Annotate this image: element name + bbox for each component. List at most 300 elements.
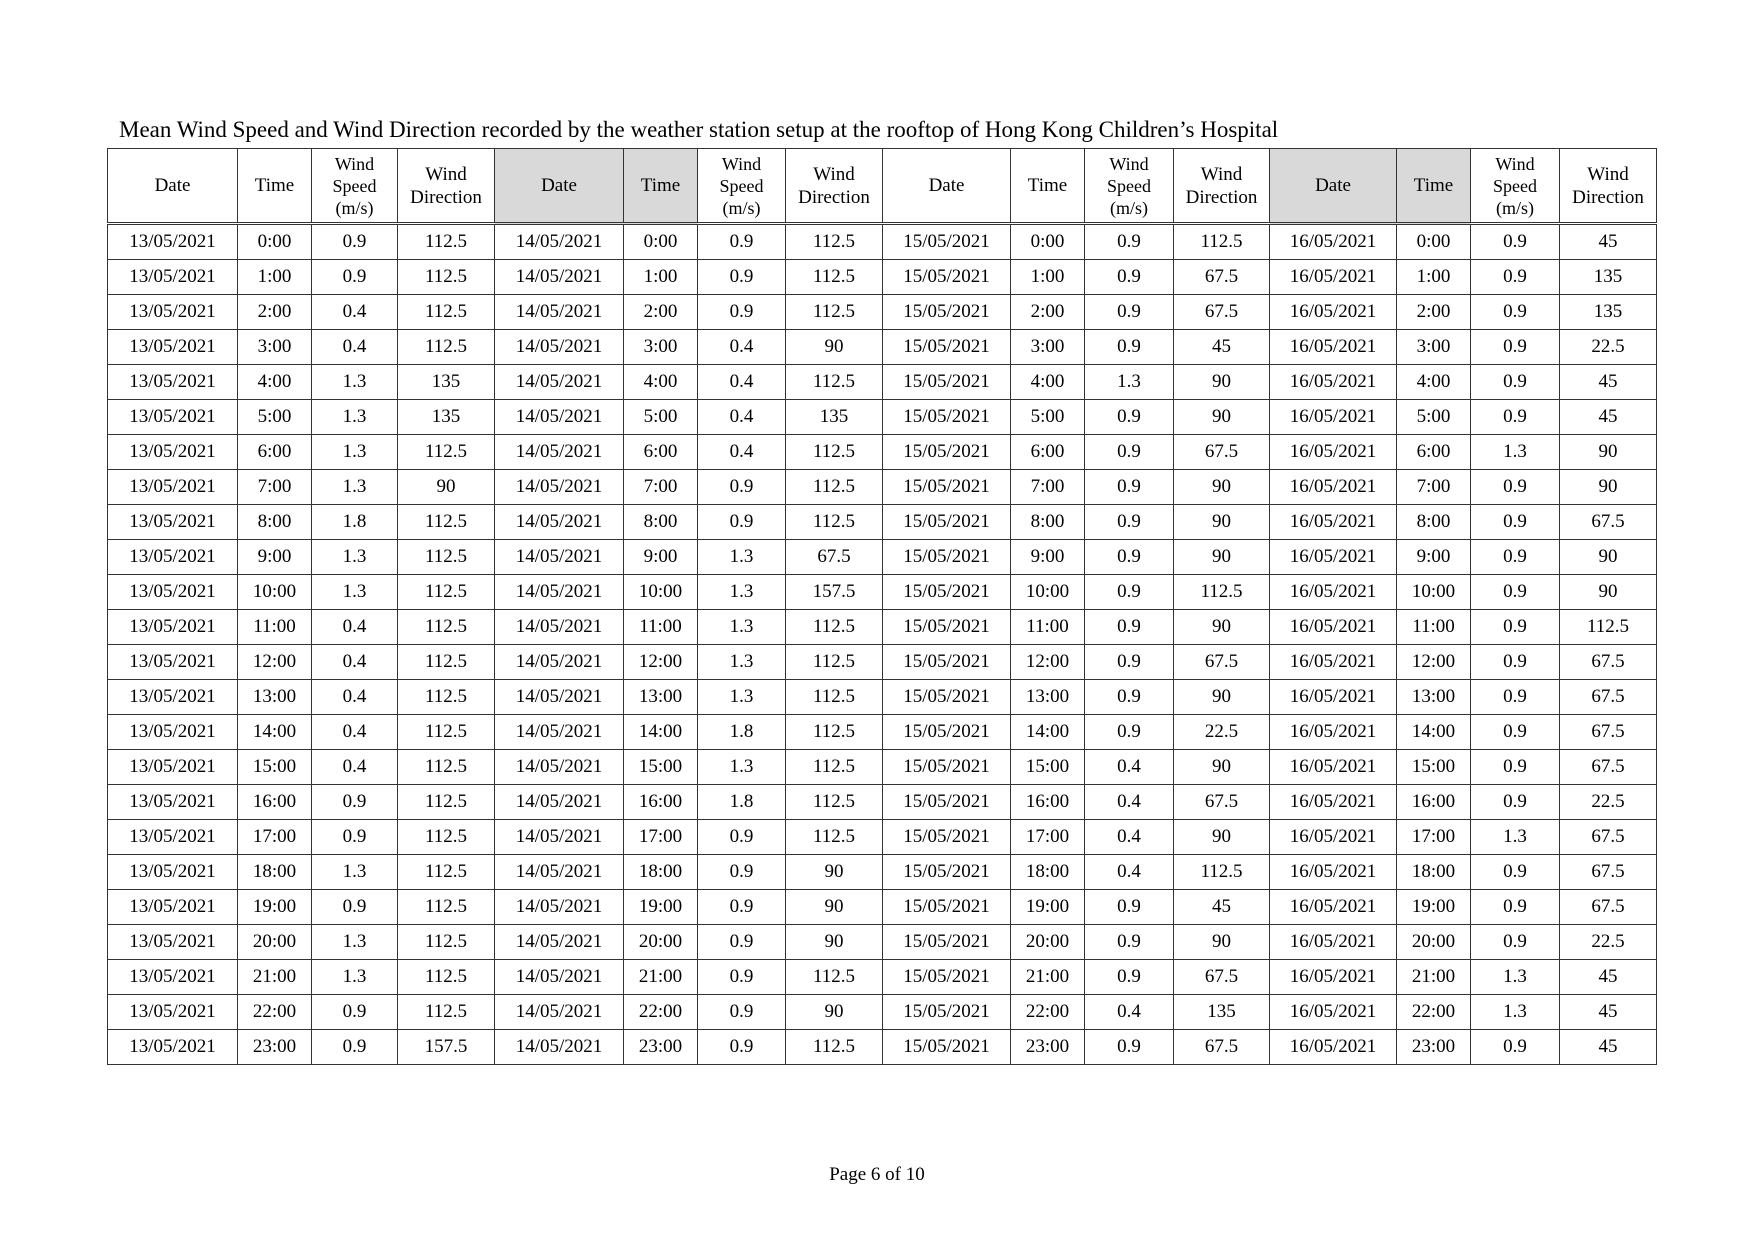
wind-direction-cell: 112.5 xyxy=(398,224,495,260)
wind-speed-cell: 0.9 xyxy=(312,995,398,1030)
wind-direction-cell: 67.5 xyxy=(1174,785,1270,820)
wind-direction-cell: 112.5 xyxy=(398,260,495,295)
time-cell: 21:00 xyxy=(1011,960,1085,995)
wind-speed-cell: 0.9 xyxy=(1085,435,1174,470)
date-cell: 15/05/2021 xyxy=(883,820,1011,855)
date-cell: 15/05/2021 xyxy=(883,1030,1011,1065)
header-time xyxy=(624,149,698,224)
time-cell: 19:00 xyxy=(624,890,698,925)
wind-direction-cell: 45 xyxy=(1174,890,1270,925)
wind-direction-cell: 90 xyxy=(1174,365,1270,400)
date-cell: 14/05/2021 xyxy=(495,575,624,610)
wind-direction-cell: 90 xyxy=(786,925,883,960)
table-row xyxy=(108,995,1657,1030)
time-cell: 19:00 xyxy=(1397,890,1471,925)
wind-speed-cell: 1.3 xyxy=(698,645,786,680)
wind-speed-cell: 0.9 xyxy=(698,224,786,260)
table-row xyxy=(108,365,1657,400)
header-label: Direction xyxy=(410,186,482,208)
time-cell: 18:00 xyxy=(1397,855,1471,890)
wind-speed-cell: 1.3 xyxy=(312,435,398,470)
wind-direction-cell: 90 xyxy=(398,470,495,505)
time-cell: 12:00 xyxy=(238,645,312,680)
wind-direction-cell: 90 xyxy=(1174,925,1270,960)
date-cell: 16/05/2021 xyxy=(1270,575,1397,610)
time-cell: 16:00 xyxy=(1011,785,1085,820)
time-cell: 22:00 xyxy=(1011,995,1085,1030)
date-cell: 16/05/2021 xyxy=(1270,435,1397,470)
date-cell: 15/05/2021 xyxy=(883,224,1011,260)
time-cell: 3:00 xyxy=(1011,330,1085,365)
date-cell: 15/05/2021 xyxy=(883,470,1011,505)
header-time xyxy=(1011,149,1085,224)
wind-speed-cell: 0.4 xyxy=(1085,785,1174,820)
header-label: Wind xyxy=(1495,153,1535,174)
time-cell: 7:00 xyxy=(1011,470,1085,505)
wind-direction-cell: 90 xyxy=(1174,540,1270,575)
time-cell: 1:00 xyxy=(624,260,698,295)
wind-direction-cell: 22.5 xyxy=(1560,925,1657,960)
time-cell: 13:00 xyxy=(624,680,698,715)
wind-direction-cell: 112.5 xyxy=(1174,855,1270,890)
time-cell: 13:00 xyxy=(238,680,312,715)
time-cell: 9:00 xyxy=(624,540,698,575)
time-cell: 17:00 xyxy=(624,820,698,855)
time-cell: 3:00 xyxy=(238,330,312,365)
wind-speed-cell: 0.9 xyxy=(1085,890,1174,925)
wind-speed-cell: 0.4 xyxy=(698,435,786,470)
wind-direction-cell: 112.5 xyxy=(786,715,883,750)
time-cell: 5:00 xyxy=(1011,400,1085,435)
date-cell: 16/05/2021 xyxy=(1270,925,1397,960)
date-cell: 14/05/2021 xyxy=(495,820,624,855)
time-cell: 2:00 xyxy=(1011,295,1085,330)
wind-speed-cell: 1.3 xyxy=(312,575,398,610)
date-cell: 13/05/2021 xyxy=(108,750,238,785)
table-row xyxy=(108,295,1657,330)
date-cell: 13/05/2021 xyxy=(108,330,238,365)
date-cell: 14/05/2021 xyxy=(495,330,624,365)
date-cell: 14/05/2021 xyxy=(495,224,624,260)
table-row xyxy=(108,540,1657,575)
date-cell: 14/05/2021 xyxy=(495,995,624,1030)
date-cell: 15/05/2021 xyxy=(883,435,1011,470)
header-wind-speed xyxy=(312,149,398,224)
wind-direction-cell: 67.5 xyxy=(1560,820,1657,855)
date-cell: 16/05/2021 xyxy=(1270,295,1397,330)
wind-direction-cell: 112.5 xyxy=(398,680,495,715)
header-label: Speed xyxy=(332,175,377,196)
time-cell: 10:00 xyxy=(238,575,312,610)
date-cell: 14/05/2021 xyxy=(495,925,624,960)
header-wind-speed xyxy=(1471,149,1560,224)
date-cell: 15/05/2021 xyxy=(883,680,1011,715)
wind-speed-cell: 0.4 xyxy=(1085,995,1174,1030)
date-cell: 13/05/2021 xyxy=(108,785,238,820)
date-cell: 13/05/2021 xyxy=(108,890,238,925)
time-cell: 16:00 xyxy=(1397,785,1471,820)
time-cell: 11:00 xyxy=(1011,610,1085,645)
wind-direction-cell: 112.5 xyxy=(398,435,495,470)
wind-speed-cell: 1.3 xyxy=(312,925,398,960)
date-cell: 13/05/2021 xyxy=(108,645,238,680)
time-cell: 5:00 xyxy=(1397,400,1471,435)
header-label: Wind xyxy=(721,153,762,174)
time-cell: 17:00 xyxy=(238,820,312,855)
table-row xyxy=(108,1030,1657,1065)
time-cell: 21:00 xyxy=(624,960,698,995)
header-label: Date xyxy=(1315,175,1351,196)
date-cell: 15/05/2021 xyxy=(883,365,1011,400)
wind-direction-cell: 90 xyxy=(1174,820,1270,855)
wind-direction-cell: 135 xyxy=(398,400,495,435)
table-row xyxy=(108,400,1657,435)
time-cell: 20:00 xyxy=(238,925,312,960)
date-cell: 14/05/2021 xyxy=(495,365,624,400)
wind-speed-cell: 0.9 xyxy=(1085,540,1174,575)
wind-speed-cell: 0.9 xyxy=(698,960,786,995)
time-cell: 12:00 xyxy=(1011,645,1085,680)
time-cell: 0:00 xyxy=(1397,224,1471,260)
wind-direction-cell: 90 xyxy=(1174,470,1270,505)
time-cell: 21:00 xyxy=(1397,960,1471,995)
date-cell: 15/05/2021 xyxy=(883,855,1011,890)
wind-speed-cell: 0.9 xyxy=(1085,925,1174,960)
time-cell: 2:00 xyxy=(1397,295,1471,330)
wind-speed-cell: 1.3 xyxy=(312,400,398,435)
time-cell: 17:00 xyxy=(1397,820,1471,855)
wind-direction-cell: 112.5 xyxy=(398,540,495,575)
time-cell: 16:00 xyxy=(624,785,698,820)
wind-speed-cell: 0.9 xyxy=(1471,540,1560,575)
wind-speed-cell: 1.3 xyxy=(1471,435,1560,470)
wind-speed-cell: 1.3 xyxy=(1085,365,1174,400)
wind-direction-cell: 45 xyxy=(1560,224,1657,260)
wind-speed-cell: 0.9 xyxy=(312,890,398,925)
date-cell: 15/05/2021 xyxy=(883,400,1011,435)
time-cell: 14:00 xyxy=(624,715,698,750)
wind-direction-cell: 135 xyxy=(398,365,495,400)
date-cell: 14/05/2021 xyxy=(495,540,624,575)
wind-direction-cell: 67.5 xyxy=(1174,295,1270,330)
wind-direction-cell: 90 xyxy=(786,855,883,890)
time-cell: 19:00 xyxy=(238,890,312,925)
time-cell: 13:00 xyxy=(1011,680,1085,715)
wind-speed-cell: 0.9 xyxy=(1085,575,1174,610)
wind-direction-cell: 112.5 xyxy=(398,855,495,890)
wind-direction-cell: 135 xyxy=(1174,995,1270,1030)
time-cell: 1:00 xyxy=(1397,260,1471,295)
wind-speed-cell: 1.3 xyxy=(1471,995,1560,1030)
wind-speed-cell: 1.3 xyxy=(312,470,398,505)
wind-speed-cell: 0.9 xyxy=(1471,680,1560,715)
header-label: Date xyxy=(154,175,191,196)
header-label: Speed xyxy=(1493,175,1537,196)
date-cell: 16/05/2021 xyxy=(1270,540,1397,575)
wind-direction-cell: 112.5 xyxy=(786,365,883,400)
time-cell: 15:00 xyxy=(624,750,698,785)
date-cell: 13/05/2021 xyxy=(108,435,238,470)
date-cell: 13/05/2021 xyxy=(108,680,238,715)
wind-speed-cell: 1.3 xyxy=(698,680,786,715)
date-cell: 13/05/2021 xyxy=(108,540,238,575)
table-row xyxy=(108,750,1657,785)
wind-speed-cell: 0.9 xyxy=(1471,715,1560,750)
wind-direction-cell: 90 xyxy=(786,995,883,1030)
header-label: (m/s) xyxy=(722,197,761,218)
wind-speed-cell: 0.9 xyxy=(1085,680,1174,715)
wind-speed-cell: 0.9 xyxy=(698,470,786,505)
time-cell: 8:00 xyxy=(238,505,312,540)
date-cell: 13/05/2021 xyxy=(108,610,238,645)
wind-direction-cell: 67.5 xyxy=(1560,750,1657,785)
date-cell: 16/05/2021 xyxy=(1270,785,1397,820)
table-row xyxy=(108,890,1657,925)
time-cell: 22:00 xyxy=(238,995,312,1030)
time-cell: 9:00 xyxy=(1011,540,1085,575)
time-cell: 14:00 xyxy=(1011,715,1085,750)
table-row xyxy=(108,505,1657,540)
wind-direction-cell: 45 xyxy=(1560,400,1657,435)
header-label: (m/s) xyxy=(1110,197,1148,218)
time-cell: 6:00 xyxy=(1397,435,1471,470)
wind-speed-cell: 0.9 xyxy=(312,260,398,295)
time-cell: 13:00 xyxy=(1397,680,1471,715)
wind-direction-cell: 90 xyxy=(1560,435,1657,470)
time-cell: 6:00 xyxy=(1011,435,1085,470)
wind-speed-cell: 0.9 xyxy=(1471,505,1560,540)
date-cell: 13/05/2021 xyxy=(108,470,238,505)
wind-speed-cell: 0.9 xyxy=(1471,400,1560,435)
table-row xyxy=(108,855,1657,890)
date-cell: 16/05/2021 xyxy=(1270,610,1397,645)
wind-speed-cell: 1.3 xyxy=(312,960,398,995)
wind-speed-cell: 0.4 xyxy=(312,330,398,365)
wind-direction-cell: 90 xyxy=(786,890,883,925)
wind-speed-cell: 0.4 xyxy=(698,365,786,400)
wind-speed-cell: 0.9 xyxy=(698,260,786,295)
date-cell: 14/05/2021 xyxy=(495,855,624,890)
header-label: Date xyxy=(541,175,577,196)
time-cell: 20:00 xyxy=(624,925,698,960)
wind-direction-cell: 112.5 xyxy=(398,505,495,540)
wind-direction-cell: 112.5 xyxy=(398,960,495,995)
date-cell: 15/05/2021 xyxy=(883,505,1011,540)
time-cell: 0:00 xyxy=(238,224,312,260)
time-cell: 1:00 xyxy=(238,260,312,295)
time-cell: 6:00 xyxy=(238,435,312,470)
wind-speed-cell: 0.9 xyxy=(1471,470,1560,505)
wind-direction-cell: 67.5 xyxy=(1560,505,1657,540)
date-cell: 16/05/2021 xyxy=(1270,1030,1397,1065)
date-cell: 14/05/2021 xyxy=(495,715,624,750)
wind-speed-cell: 1.3 xyxy=(312,365,398,400)
time-cell: 5:00 xyxy=(624,400,698,435)
wind-direction-cell: 90 xyxy=(1560,470,1657,505)
wind-direction-cell: 112.5 xyxy=(1560,610,1657,645)
time-cell: 6:00 xyxy=(624,435,698,470)
table-body xyxy=(108,224,1657,1065)
date-cell: 15/05/2021 xyxy=(883,785,1011,820)
header-label: Direction xyxy=(798,186,870,208)
date-cell: 14/05/2021 xyxy=(495,470,624,505)
time-cell: 7:00 xyxy=(238,470,312,505)
time-cell: 10:00 xyxy=(1011,575,1085,610)
wind-speed-cell: 0.9 xyxy=(1471,365,1560,400)
table-row xyxy=(108,715,1657,750)
wind-speed-cell: 0.9 xyxy=(1471,785,1560,820)
wind-speed-cell: 1.8 xyxy=(698,715,786,750)
header-label: Speed xyxy=(719,175,764,196)
wind-speed-cell: 0.9 xyxy=(1085,715,1174,750)
time-cell: 2:00 xyxy=(624,295,698,330)
date-cell: 15/05/2021 xyxy=(883,295,1011,330)
wind-speed-cell: 0.9 xyxy=(1085,260,1174,295)
table-row xyxy=(108,645,1657,680)
date-cell: 14/05/2021 xyxy=(495,260,624,295)
wind-speed-cell: 0.9 xyxy=(1471,855,1560,890)
header-label: Wind xyxy=(1587,163,1629,185)
wind-speed-cell: 0.9 xyxy=(1471,610,1560,645)
header-row xyxy=(108,149,1657,224)
wind-speed-cell: 0.9 xyxy=(1471,750,1560,785)
date-cell: 15/05/2021 xyxy=(883,960,1011,995)
wind-direction-cell: 135 xyxy=(1560,260,1657,295)
table-row xyxy=(108,960,1657,995)
date-cell: 14/05/2021 xyxy=(495,750,624,785)
time-cell: 23:00 xyxy=(238,1030,312,1065)
wind-direction-cell: 112.5 xyxy=(786,680,883,715)
date-cell: 13/05/2021 xyxy=(108,820,238,855)
time-cell: 9:00 xyxy=(1397,540,1471,575)
date-cell: 14/05/2021 xyxy=(495,645,624,680)
date-cell: 16/05/2021 xyxy=(1270,260,1397,295)
date-cell: 14/05/2021 xyxy=(495,785,624,820)
wind-speed-cell: 0.9 xyxy=(1471,224,1560,260)
time-cell: 2:00 xyxy=(238,295,312,330)
wind-direction-cell: 112.5 xyxy=(786,750,883,785)
wind-speed-cell: 0.4 xyxy=(312,295,398,330)
wind-direction-cell: 112.5 xyxy=(398,715,495,750)
wind-direction-cell: 112.5 xyxy=(786,785,883,820)
wind-speed-cell: 0.4 xyxy=(1085,750,1174,785)
wind-speed-cell: 0.9 xyxy=(698,295,786,330)
wind-speed-cell: 0.9 xyxy=(1471,260,1560,295)
date-cell: 15/05/2021 xyxy=(883,575,1011,610)
time-cell: 4:00 xyxy=(1011,365,1085,400)
time-cell: 20:00 xyxy=(1011,925,1085,960)
wind-speed-cell: 0.9 xyxy=(1085,330,1174,365)
table-row xyxy=(108,785,1657,820)
header-date xyxy=(883,149,1011,224)
wind-speed-cell: 1.3 xyxy=(312,540,398,575)
time-cell: 11:00 xyxy=(624,610,698,645)
header-label: (m/s) xyxy=(1496,197,1534,218)
time-cell: 18:00 xyxy=(1011,855,1085,890)
wind-direction-cell: 90 xyxy=(1174,505,1270,540)
date-cell: 14/05/2021 xyxy=(495,435,624,470)
wind-direction-cell: 112.5 xyxy=(786,470,883,505)
wind-direction-cell: 112.5 xyxy=(398,925,495,960)
time-cell: 19:00 xyxy=(1011,890,1085,925)
time-cell: 23:00 xyxy=(624,1030,698,1065)
wind-direction-cell: 45 xyxy=(1560,365,1657,400)
wind-speed-cell: 0.9 xyxy=(1085,610,1174,645)
wind-direction-cell: 67.5 xyxy=(1560,855,1657,890)
wind-speed-cell: 1.3 xyxy=(698,750,786,785)
wind-direction-cell: 22.5 xyxy=(1174,715,1270,750)
date-cell: 14/05/2021 xyxy=(495,610,624,645)
header-label: Speed xyxy=(1107,175,1151,196)
wind-direction-cell: 90 xyxy=(1174,400,1270,435)
date-cell: 16/05/2021 xyxy=(1270,470,1397,505)
wind-speed-cell: 0.4 xyxy=(312,680,398,715)
wind-direction-cell: 112.5 xyxy=(398,330,495,365)
time-cell: 21:00 xyxy=(238,960,312,995)
wind-direction-cell: 112.5 xyxy=(398,295,495,330)
date-cell: 16/05/2021 xyxy=(1270,645,1397,680)
wind-direction-cell: 112.5 xyxy=(1174,224,1270,260)
wind-speed-cell: 0.9 xyxy=(698,890,786,925)
wind-speed-cell: 0.4 xyxy=(312,715,398,750)
wind-direction-cell: 22.5 xyxy=(1560,785,1657,820)
date-cell: 13/05/2021 xyxy=(108,224,238,260)
wind-speed-cell: 1.3 xyxy=(1471,820,1560,855)
wind-direction-cell: 67.5 xyxy=(1560,680,1657,715)
wind-speed-cell: 0.4 xyxy=(698,330,786,365)
time-cell: 4:00 xyxy=(238,365,312,400)
date-cell: 16/05/2021 xyxy=(1270,820,1397,855)
wind-direction-cell: 112.5 xyxy=(786,960,883,995)
date-cell: 16/05/2021 xyxy=(1270,750,1397,785)
wind-direction-cell: 112.5 xyxy=(398,750,495,785)
time-cell: 5:00 xyxy=(238,400,312,435)
time-cell: 10:00 xyxy=(1397,575,1471,610)
header-label: (m/s) xyxy=(335,197,374,218)
header-date xyxy=(108,149,238,224)
time-cell: 16:00 xyxy=(238,785,312,820)
date-cell: 14/05/2021 xyxy=(495,505,624,540)
wind-speed-cell: 0.4 xyxy=(312,750,398,785)
time-cell: 10:00 xyxy=(624,575,698,610)
time-cell: 3:00 xyxy=(1397,330,1471,365)
date-cell: 14/05/2021 xyxy=(495,1030,624,1065)
wind-direction-cell: 90 xyxy=(786,330,883,365)
time-cell: 14:00 xyxy=(238,715,312,750)
wind-speed-cell: 0.4 xyxy=(312,645,398,680)
table-row xyxy=(108,820,1657,855)
time-cell: 1:00 xyxy=(1011,260,1085,295)
date-cell: 13/05/2021 xyxy=(108,1030,238,1065)
date-cell: 16/05/2021 xyxy=(1270,400,1397,435)
date-cell: 13/05/2021 xyxy=(108,365,238,400)
wind-direction-cell: 157.5 xyxy=(398,1030,495,1065)
header-label: Time xyxy=(640,175,681,196)
header-label: Direction xyxy=(1185,186,1258,208)
wind-direction-cell: 112.5 xyxy=(398,820,495,855)
wind-direction-cell: 67.5 xyxy=(1174,960,1270,995)
wind-speed-cell: 0.9 xyxy=(698,855,786,890)
header-wind-speed xyxy=(1085,149,1174,224)
date-cell: 13/05/2021 xyxy=(108,995,238,1030)
wind-direction-cell: 112.5 xyxy=(786,820,883,855)
table-row xyxy=(108,435,1657,470)
wind-speed-cell: 0.9 xyxy=(698,505,786,540)
wind-speed-cell: 0.4 xyxy=(312,610,398,645)
table-row xyxy=(108,925,1657,960)
wind-direction-cell: 112.5 xyxy=(398,610,495,645)
time-cell: 23:00 xyxy=(1397,1030,1471,1065)
